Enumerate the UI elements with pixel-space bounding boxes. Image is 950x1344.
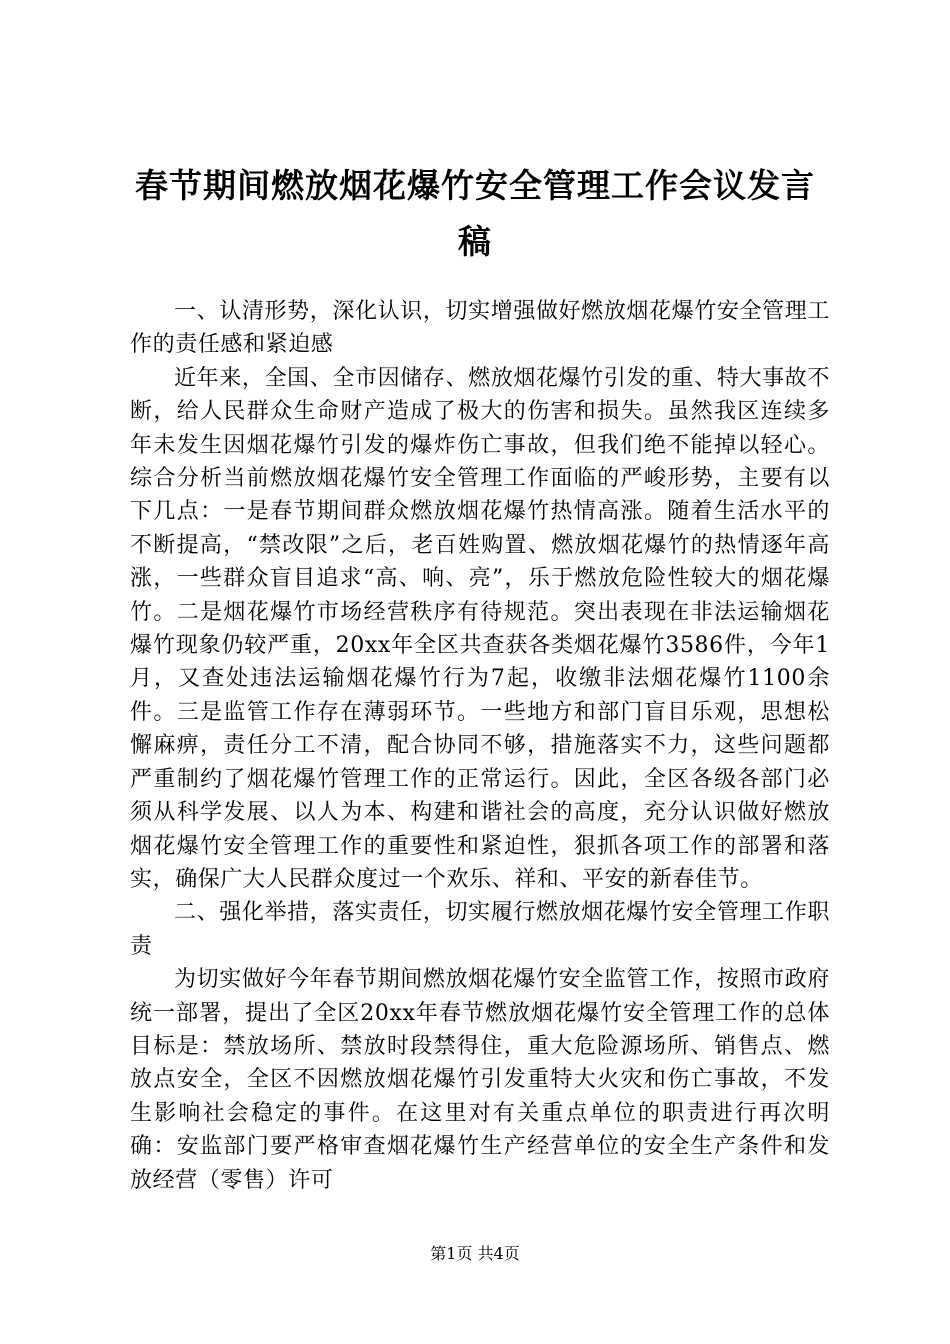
paragraph-1: 近年来，全国、全市因储存、燃放烟花爆竹引发的重、特大事故不断，给人民群众生命财产造成了极大的伤害和损失。虽然我区连续多年未发生因烟花爆竹引发的爆炸伤亡事故，但我们绝不能掉以轻心。综合分析当前燃放烟花爆竹安全管理工作面临的严峻形势，主要有以下几点：一是春节期间群众燃放烟花爆竹热情高涨。随着生活水平的不断提高，“禁改限”之后，老百姓购置、燃放烟花爆竹的热情逐年高涨，一些群众盲目追求“高、响、亮”，乐于燃放危险性较大的烟花爆竹。二是烟花爆竹市场经营秩序有待规范。突出表现在非法运输烟花爆竹现象仍较严重，20xx年全区共查获各类烟花爆竹3586件，今年1月，又查处违法运输烟花爆竹行为7起，收缴非法烟花爆竹1100余件。三是监管工作存在薄弱环节。一些地方和部门盲目乐观，思想松懈麻痹，责任分工不清，配合协同不够，措施落实不力，这些问题都严重制约了烟花爆竹管理工作的正常运行。因此，全区各级各部门必须从科学发展、以人为本、构建和谐社会的高度，充分认识做好燃放烟花爆竹安全管理工作的重要性和紧迫性，狠抓各项工作的部署和落实，确保广大人民群众度过一个欢乐、祥和、平安的新春佳节。: [130, 365, 830, 892]
paragraph-2: 为切实做好今年春节期间燃放烟花爆竹安全监管工作，按照市政府统一部署，提出了全区20xx年春节燃放烟花爆竹安全管理工作的总体目标是：禁放场所、禁放时段禁得住，重大危险源场所、销售点、燃放点安全，全区不因燃放烟花爆竹引发重特大火灾和伤亡事故，不发生影响社会稳定的事件。在这里对有关重点单位的职责进行再次明确：安监部门要严格审查烟花爆竹生产经营单位的安全生产条件和发放经营（零售）许可: [130, 967, 830, 1193]
section-heading-2: 二、强化举措，落实责任，切实履行燃放烟花爆竹安全管理工作职责: [130, 900, 830, 959]
document-body: [130, 295, 830, 1197]
page-title: 春节期间燃放烟花爆竹安全管理工作会议发言稿: [135, 166, 815, 261]
page-number-footer: 第1页 共4页: [430, 1244, 520, 1263]
section-heading-1: 一、认清形势，深化认识，切实增强做好燃放烟花爆竹安全管理工作的责任感和紧迫感: [130, 299, 830, 358]
